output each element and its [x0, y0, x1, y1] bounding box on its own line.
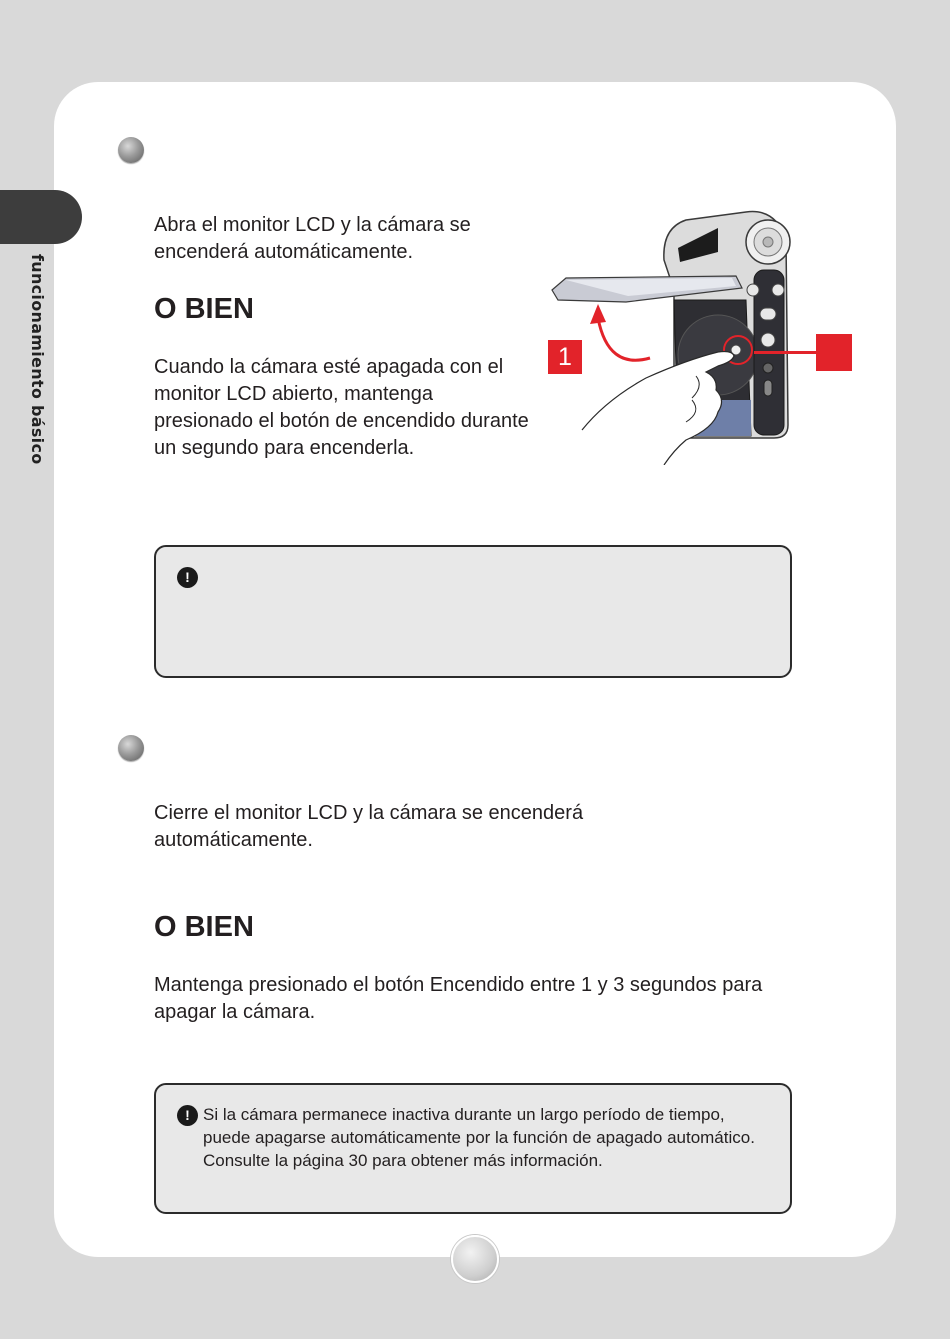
or-heading: O BIEN	[154, 911, 254, 943]
camera-illustration	[546, 200, 796, 465]
callout-line	[754, 351, 816, 354]
note-text: Si la cámara permanece inactiva durante un largo período de tiempo, puede apagarse automáticamente por la función de apagado automático. Consulte la página 30 para obtener más información.	[203, 1105, 755, 1170]
chapter-label: funcionamiento básico	[28, 254, 47, 465]
warning-icon: !	[177, 567, 198, 588]
page-number-icon	[451, 1235, 499, 1283]
power-on-instruction-1: Abra el monitor LCD y la cámara se encenderá automáticamente.	[154, 214, 471, 263]
or-heading: O BIEN	[154, 293, 254, 325]
bullet-icon	[118, 735, 144, 761]
chapter-tab	[0, 190, 82, 244]
note-box-power-on	[154, 545, 792, 678]
bullet-icon	[118, 137, 144, 163]
power-on-instruction-2: Cuando la cámara esté apagada con el monitor LCD abierto, mantenga presionado el botón de encendido durante un segundo para encenderla.	[154, 356, 529, 459]
callout-marker	[816, 334, 852, 371]
warning-icon: !	[177, 1105, 198, 1126]
figure-step-badge: 1	[548, 340, 582, 374]
power-off-instruction-2: Mantenga presionado el botón Encendido entre 1 y 3 segundos para apagar la cámara.	[154, 974, 763, 1023]
note-box-power-off	[154, 1083, 792, 1214]
power-off-instruction-1: Cierre el monitor LCD y la cámara se encenderá automáticamente.	[154, 802, 584, 851]
